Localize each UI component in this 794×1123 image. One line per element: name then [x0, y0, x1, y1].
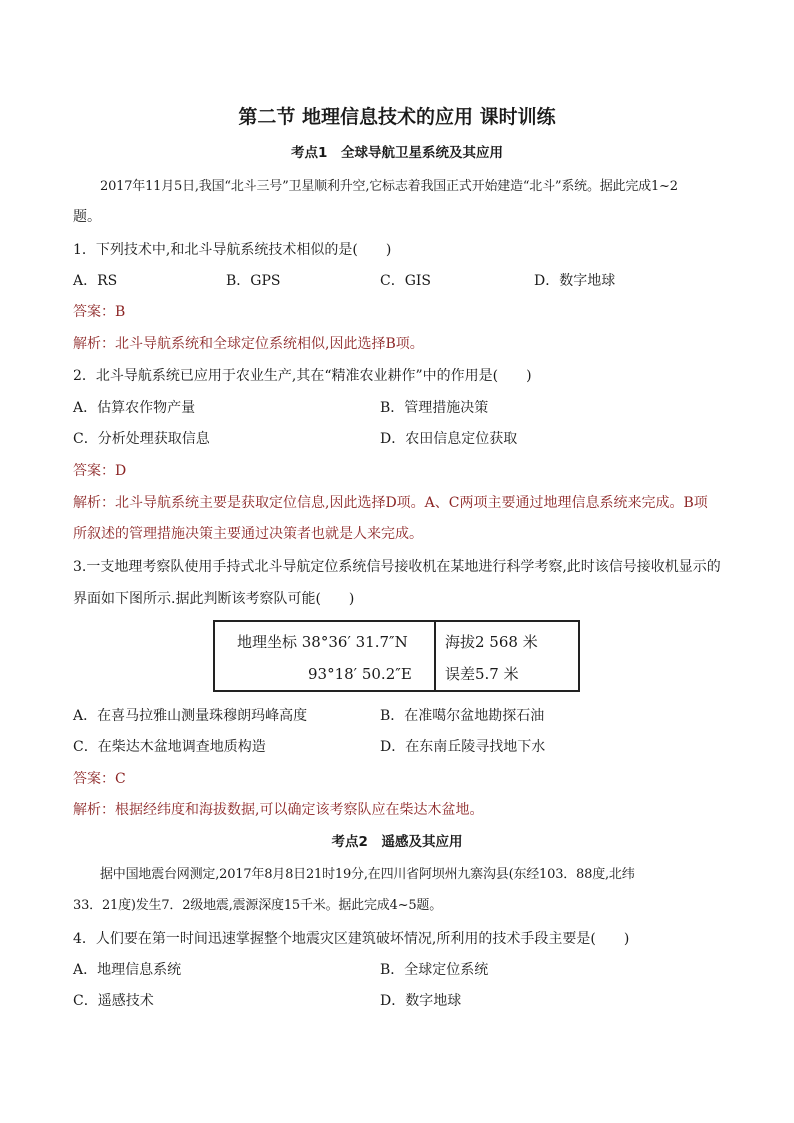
gps-error: 误差5.7 米 — [445, 665, 519, 683]
q3-stem-line2: 界面如下图所示.据此判断该考察队可能( ) — [73, 591, 355, 607]
q1-option-b: B．GPS — [226, 273, 281, 289]
q2-analysis-line1: 解析：北斗导航系统主要是获取定位信息,因此选择D项。A、C两项主要通过地理信息系统来完成。B项 — [73, 495, 708, 511]
q2-option-b: B．管理措施决策 — [380, 400, 489, 416]
q1-option-a: A．RS — [73, 273, 118, 289]
q1-option-c: C．GIS — [380, 273, 432, 289]
gps-receiver-display — [213, 620, 580, 692]
q2-stem: 2．北斗导航系统已应用于农业生产,其在“精准农业耕作”中的作用是( ) — [73, 368, 532, 384]
section1-intro-line2: 题。 — [73, 209, 101, 225]
page-title: 第二节 地理信息技术的应用 课时训练 — [238, 106, 556, 128]
q4-option-a: A．地理信息系统 — [73, 962, 182, 978]
q4-option-b: B．全球定位系统 — [380, 962, 489, 978]
section-heading-2: 考点2 遥感及其应用 — [331, 834, 463, 850]
q1-stem: 1．下列技术中,和北斗导航系统技术相似的是( ) — [73, 242, 392, 258]
q3-stem-line1: 3.一支地理考察队使用手持式北斗导航定位系统信号接收机在某地进行科学考察,此时该信号接收机显示的 — [73, 559, 721, 575]
gps-divider — [434, 622, 436, 690]
q2-option-d: D．农田信息定位获取 — [380, 431, 518, 447]
q2-analysis-line2: 所叙述的管理措施决策主要通过决策者也就是人来完成。 — [73, 526, 423, 542]
q3-option-b: B．在准噶尔盆地勘探石油 — [380, 708, 545, 724]
q2-option-a: A．估算农作物产量 — [73, 400, 196, 416]
q3-option-c: C．在柴达木盆地调查地质构造 — [73, 739, 266, 755]
q4-option-d: D．数字地球 — [380, 993, 462, 1009]
q4-stem: 4．人们要在第一时间迅速掌握整个地震灾区建筑破坏情况,所利用的技术手段主要是( ) — [73, 931, 630, 947]
q3-analysis: 解析：根据经纬度和海拔数据,可以确定该考察队应在柴达木盆地。 — [73, 802, 484, 818]
q1-option-d: D．数字地球 — [534, 273, 616, 289]
q4-option-c: C．遥感技术 — [73, 993, 154, 1009]
section1-intro-line1: 2017年11月5日,我国“北斗三号”卫星顺利升空,它标志着我国正式开始建造“北斗”系统。据此完成1~2 — [100, 179, 678, 194]
q1-analysis: 解析：北斗导航系统和全球定位系统相似,因此选择B项。 — [73, 336, 424, 352]
section2-intro-line1: 据中国地震台网测定,2017年8月8日21时19分,在四川省阿坝州九寨沟县(东经103．88度,北纬 — [100, 867, 635, 882]
q2-answer: 答案：D — [73, 463, 127, 479]
q3-answer: 答案：C — [73, 771, 126, 787]
q1-answer: 答案：B — [73, 304, 126, 320]
section-heading-1: 考点1 全球导航卫星系统及其应用 — [291, 145, 503, 161]
q2-option-c: C．分析处理获取信息 — [73, 431, 210, 447]
gps-latitude: 地理坐标 38°36′ 31.7″N — [237, 633, 408, 651]
q3-option-d: D．在东南丘陵寻找地下水 — [380, 739, 546, 755]
q3-option-a: A．在喜马拉雅山测量珠穆朗玛峰高度 — [73, 708, 308, 724]
gps-altitude: 海拔2 568 米 — [445, 633, 538, 651]
gps-longitude: 93°18′ 50.2″E — [308, 665, 412, 683]
section2-intro-line2: 33．21度)发生7．2级地震,震源深度15千米。据此完成4~5题。 — [73, 898, 443, 913]
